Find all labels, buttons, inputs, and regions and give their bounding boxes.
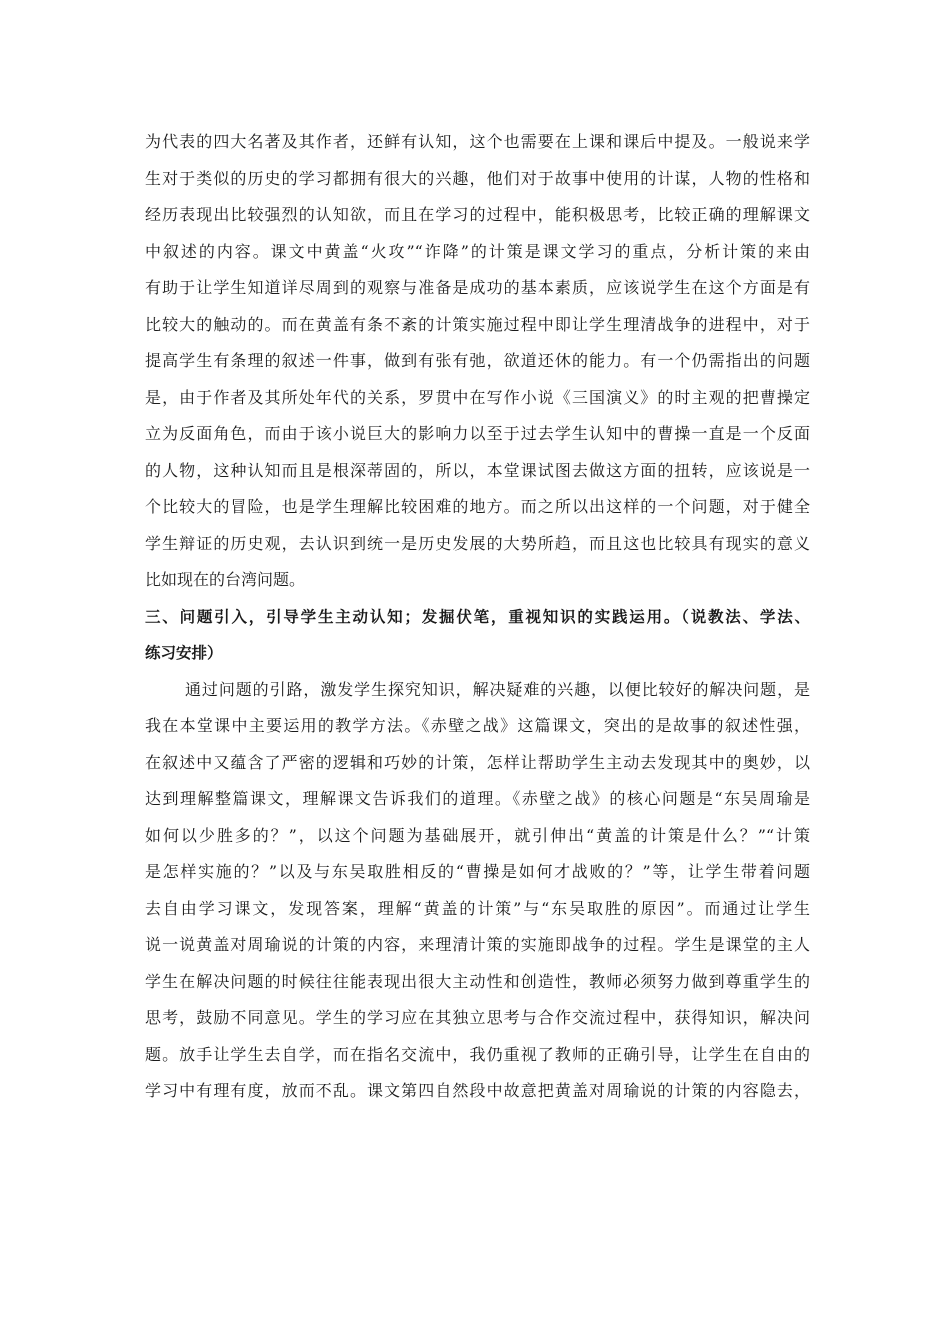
text-line: 思考，鼓励不同意见。学生的学习应在其独立思考与合作交流过程中，获得知识，解决问 xyxy=(145,1008,810,1027)
text-line: 提高学生有条理的叙述一件事，做到有张有弛，欲道还休的能力。有一个仍需指出的问题 xyxy=(145,351,810,370)
text-line: 去自由学习课文，发现答案，理解“黄盖的计策”与“东吴取胜的原因”。而通过让学生 xyxy=(145,898,810,918)
text-line: 学生在解决问题的时候往往能表现出很大主动性和创造性，教师必须努力做到尊重学生的 xyxy=(145,971,810,991)
paragraph-teaching-method xyxy=(145,672,810,1110)
text-line: 比较大的触动的。而在黄盖有条不紊的计策实施过程中即让学生理清战争的进程中，对于 xyxy=(145,314,810,334)
text-line: 比如现在的台湾问题。 xyxy=(145,570,306,589)
text-line: 立为反面角色，而由于该小说巨大的影响力以至于过去学生认知中的曹操一直是一个反面 xyxy=(145,424,810,443)
heading-line: 三、问题引入，引导学生主动认知；发掘伏笔，重视知识的实践运用。（说教法、学法、 xyxy=(145,607,810,626)
text-line: 是怎样实施的？”以及与东吴取胜相反的“曹操是如何才战败的？”等，让学生带着问题 xyxy=(145,862,810,881)
section-heading xyxy=(145,599,810,672)
text-line: 题。放手让学生去自学，而在指名交流中，我仍重视了教师的正确引导，让学生在自由的 xyxy=(145,1044,810,1064)
text-line: 学生辩证的历史观，去认识到统一是历史发展的大势所趋，而且这也比较具有现实的意义 xyxy=(145,533,810,553)
text-line: 经历表现出比较强烈的认知欲，而且在学习的过程中，能积极思考，比较正确的理解课文 xyxy=(145,205,810,224)
text-line: 的人物，这种认知而且是根深蒂固的，所以，本堂课试图去做这方面的扭转，应该说是一 xyxy=(145,460,810,480)
text-line: 如何以少胜多的？”，以这个问题为基础展开，就引伸出“黄盖的计策是什么？”“计策 xyxy=(145,825,810,845)
text-line: 在叙述中又蕴含了严密的逻辑和巧妙的计策，怎样让帮助学生主动去发现其中的奥妙，以 xyxy=(145,752,810,772)
text-line: 为代表的四大名著及其作者，还鲜有认知，这个也需要在上课和课后中提及。一般说来学 xyxy=(145,132,810,151)
text-line: 通过问题的引路，激发学生探究知识，解决疑难的兴趣，以便比较好的解决问题，是 xyxy=(185,679,810,699)
text-line: 个比较大的冒险，也是学生理解比较困难的地方。而之所以出这样的一个问题，对于健全 xyxy=(145,497,810,516)
text-line: 有助于让学生知道详尽周到的观察与准备是成功的基本素质，应该说学生在这个方面是有 xyxy=(145,278,810,297)
document-body xyxy=(145,124,810,1110)
paragraph-learner-analysis xyxy=(145,124,810,599)
text-line: 中叙述的内容。课文中黄盖“火攻”“诈降”的计策是课文学习的重点，分析计策的来由 xyxy=(145,241,810,261)
text-line: 是，由于作者及其所处年代的关系，罗贯中在写作小说《三国演义》的时主观的把曹操定 xyxy=(145,387,810,407)
text-line: 生对于类似的历史的学习都拥有很大的兴趣，他们对于故事中使用的计谋，人物的性格和 xyxy=(145,168,810,188)
heading-line: 练习安排） xyxy=(145,644,223,662)
text-line: 我在本堂课中主要运用的教学方法。《赤壁之战》这篇课文，突出的是故事的叙述性强， xyxy=(145,716,810,735)
text-line: 学习中有理有度，放而不乱。课文第四自然段中故意把黄盖对周瑜说的计策的内容隐去， xyxy=(145,1081,810,1100)
text-line: 说一说黄盖对周瑜说的计策的内容，来理清计策的实施即战争的过程。学生是课堂的主人 xyxy=(145,935,810,954)
text-line: 达到理解整篇课文，理解课文告诉我们的道理。《赤壁之战》的核心问题是“东吴周瑜是 xyxy=(145,789,810,808)
